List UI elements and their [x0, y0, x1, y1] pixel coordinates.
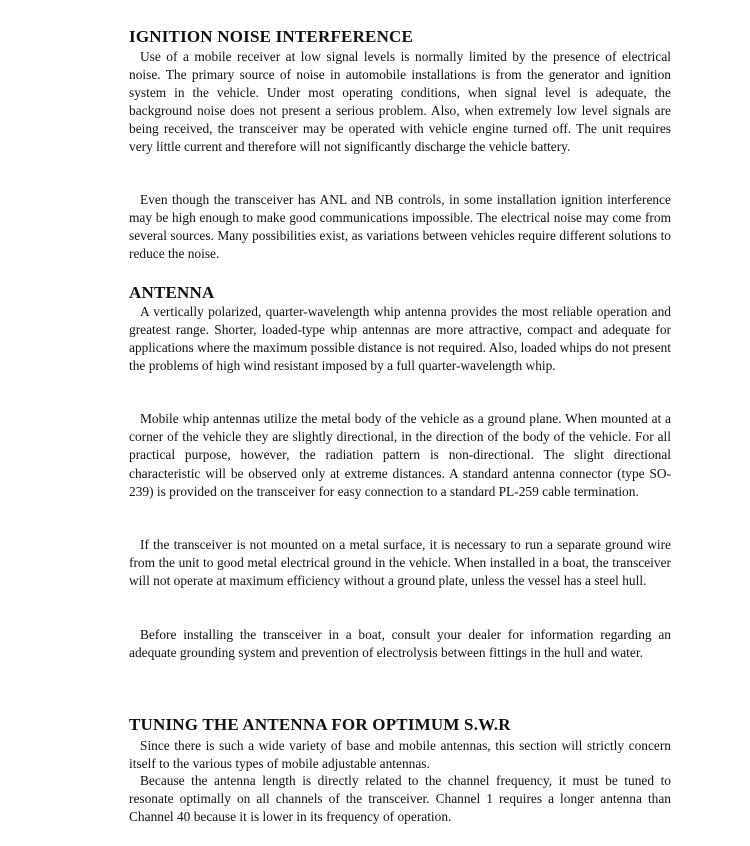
heading-antenna: ANTENNA	[129, 283, 215, 302]
paragraph-antenna-4: Before installing the transceiver in a boat, consult your dealer for information regarding an adequate grounding system and prevention of electrolysis between fittings in the hull and water.	[129, 627, 671, 660]
paragraph-antenna-1: A vertically polarized, quarter-wavelength whip antenna provides the most reliable operation and greatest range. Shorter, loaded-type whip antennas are more attractive, compact and adequate for applications where the maximum possible distance is not required. Also, loaded whips do not present the problems of high wind resistant imposed by a full quarter-wavelength whip.	[129, 304, 671, 373]
paragraph-antenna-3: If the transceiver is not mounted on a metal surface, it is necessary to run a separate ground wire from the unit to good metal electrical ground in the vehicle. When installed in a boat, the transceiver will not operate at maximum efficiency without a ground plate, unless the vessel has a steel hull.	[129, 537, 671, 588]
paragraph-tuning-1: Since there is such a wide variety of base and mobile antennas, this section will strictly concern itself to the various types of mobile adjustable antennas.	[129, 738, 671, 771]
paragraph-ignition-1: Use of a mobile receiver at low signal levels is normally limited by the presence of electrical noise. The primary source of noise in automobile installations is from the generator and ignition system in the vehicle. Under most operating conditions, when signal level is adequate, the background noise does not present a serious problem. Also, when extremely low level signals are being received, the transceiver may be operated with vehicle engine turned off. The unit requires very little current and therefore will not significantly discharge the vehicle battery.	[129, 49, 671, 154]
paragraph-tuning-2: Because the antenna length is directly related to the channel frequency, it must be tuned to resonate optimally on all channels of the transceiver. Channel 1 requires a longer antenna than Channel 40 because it is lower in its frequency of operation.	[129, 773, 671, 824]
heading-tuning-antenna: TUNING THE ANTENNA FOR OPTIMUM S.W.R	[129, 715, 511, 734]
paragraph-ignition-2: Even though the transceiver has ANL and NB controls, in some installation ignition interference may be high enough to make good communications impossible. The electrical noise may come from several sources. Many possibilities exist, as variations between vehicles require different solutions to reduce the noise.	[129, 192, 671, 261]
paragraph-antenna-2: Mobile whip antennas utilize the metal body of the vehicle as a ground plane. When mounted at a corner of the vehicle they are slightly directional, in the direction of the body of the vehicle. For all practical purpose, however, the radiation pattern is non-directional. The slight directional characteristic will be observed only at extreme distances. A standard antenna connector (type SO-239) is provided on the transceiver for easy connection to a standard PL-259 cable termination.	[129, 411, 671, 499]
heading-ignition-noise: IGNITION NOISE INTERFERENCE	[129, 27, 414, 46]
